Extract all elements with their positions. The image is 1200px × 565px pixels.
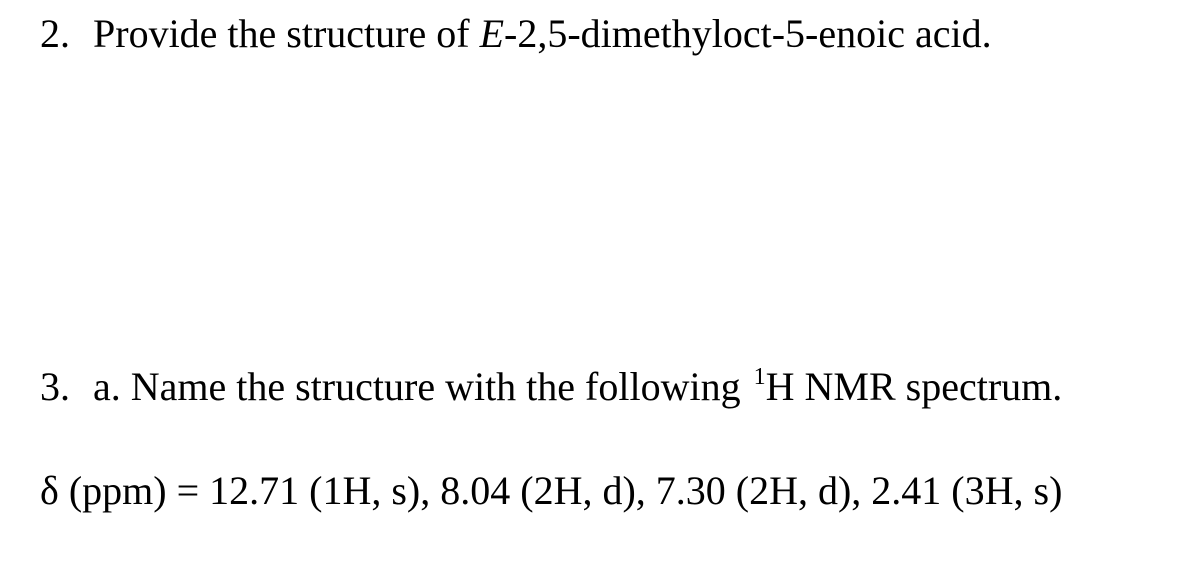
nmr-label: H NMR spectrum. [765,364,1063,409]
question-2 [40,11,992,56]
nmr-superscript: 1 [753,364,766,390]
question-3-number: 3. [40,364,70,409]
nmr-data-line: δ (ppm) = 12.71 (1H, s), 8.04 (2H, d), 7.30 (2H, d), 2.41 (3H, s) [40,468,1063,513]
question-2-text-after: -2,5-dimethyloct-5-enoic acid. [504,11,992,56]
question-2-text-before: Provide the structure of [93,11,480,56]
question-3a-prefix: a. Name the structure with the following [93,364,751,409]
question-2-number: 2. [40,11,70,56]
question-3a [40,364,1063,409]
question-2-isomer: E [479,11,504,56]
